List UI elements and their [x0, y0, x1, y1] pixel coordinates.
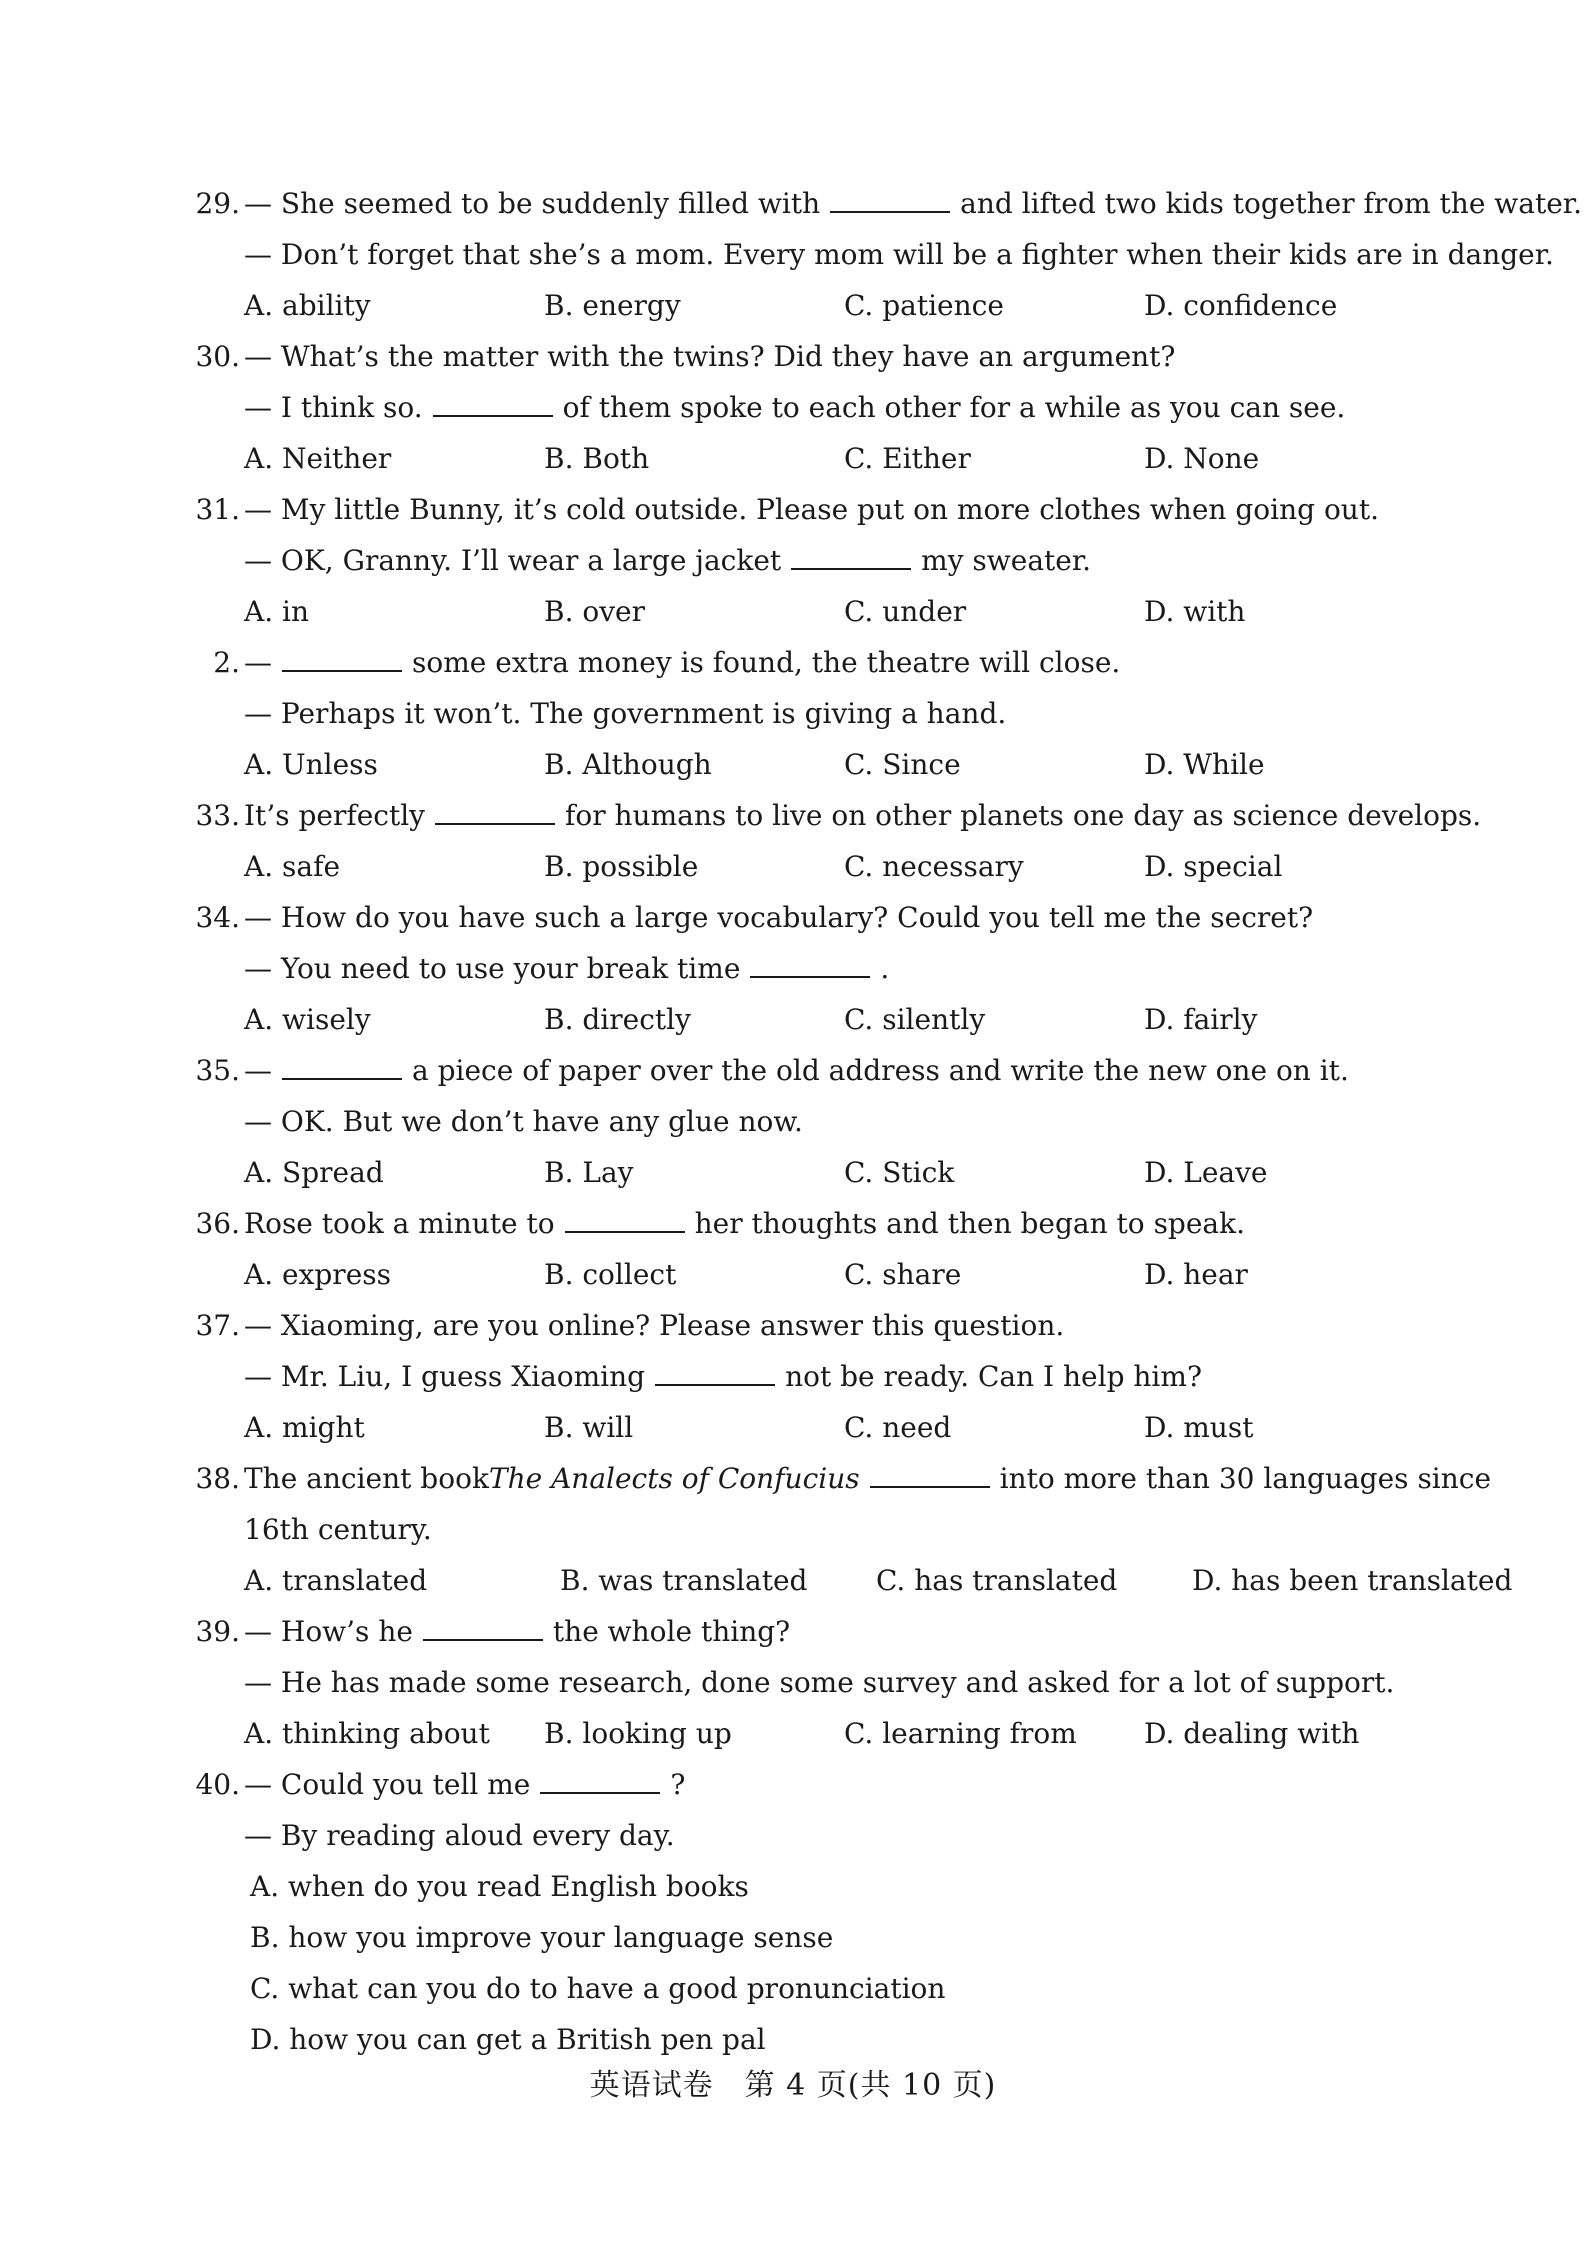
- options-indent: [190, 1963, 250, 2014]
- question-text-before: — OK, Granny. I’ll wear a large jacket: [244, 544, 782, 577]
- question-line: [190, 229, 1554, 280]
- answer-blank: [791, 546, 911, 570]
- question-text-after: of them spoke to each other for a while as you can see.: [562, 391, 1346, 424]
- question-39: [190, 1606, 1460, 1759]
- question-line: [190, 1759, 1460, 1810]
- answer-blank: [870, 1464, 990, 1488]
- answer-blank: [435, 801, 555, 825]
- question-number: 39.: [195, 1615, 240, 1648]
- question-text: — How do you have such a large vocabulary? Could you tell me the secret?: [244, 901, 1314, 934]
- option-a: A. wisely: [244, 1003, 371, 1036]
- question-text-after: into more than 30 languages since: [999, 1462, 1492, 1495]
- question-text-before: — She seemed to be suddenly filled with: [244, 187, 821, 220]
- option-c: C. has translated: [876, 1564, 1118, 1597]
- option-c: C. Either: [844, 442, 971, 475]
- option-b: B. how you improve your language sense: [250, 1921, 834, 1954]
- options-indent: [190, 433, 244, 484]
- answer-blank: [655, 1362, 775, 1386]
- option-row-d: [190, 2014, 1460, 2065]
- option-b: B. Although: [544, 748, 712, 781]
- options-indent: [190, 1147, 244, 1198]
- question-text: — My little Bunny, it’s cold outside. Please put on more clothes when going out.: [244, 493, 1379, 526]
- question-line: [190, 892, 1460, 943]
- option-a: A. when do you read English books: [250, 1870, 749, 1903]
- question-line: [190, 1198, 1460, 1249]
- option-b: B. possible: [544, 850, 699, 883]
- option-a: A. safe: [244, 850, 341, 883]
- option-a: A. Spread: [244, 1156, 384, 1189]
- option-a: A. translated: [244, 1564, 428, 1597]
- question-number: 38.: [195, 1462, 240, 1495]
- question-line: [190, 178, 1582, 229]
- question-text-before: —: [244, 1054, 272, 1087]
- option-row-c: [190, 1963, 1460, 2014]
- option-d: D. Leave: [1144, 1156, 1268, 1189]
- option-d: D. how you can get a British pen pal: [250, 2023, 766, 2056]
- question-line: [190, 1504, 1460, 1555]
- question-text-before: Rose took a minute to: [244, 1207, 555, 1240]
- option-c: C. Stick: [844, 1156, 955, 1189]
- option-a: A. Neither: [244, 442, 392, 475]
- question-30: [190, 331, 1460, 484]
- options-row: [190, 1402, 1460, 1453]
- question-text: — Xiaoming, are you online? Please answer this question.: [244, 1309, 1065, 1342]
- option-c: C. Since: [844, 748, 961, 781]
- options-indent: [190, 586, 244, 637]
- question-line: [190, 790, 1482, 841]
- options-indent: [190, 1708, 244, 1759]
- answer-blank: [565, 1209, 685, 1233]
- question-40: [190, 1759, 1460, 2065]
- question-text-after: and lifted two kids together from the water.: [960, 187, 1582, 220]
- option-d: D. must: [1144, 1411, 1254, 1444]
- options-row: [190, 1708, 1460, 1759]
- options-row: [190, 841, 1460, 892]
- question-number: 34.: [195, 901, 240, 934]
- answer-blank: [433, 393, 553, 417]
- option-d: D. While: [1144, 748, 1265, 781]
- question-number: 36.: [195, 1207, 240, 1240]
- question-37: [190, 1300, 1460, 1453]
- option-row-b: [190, 1912, 1460, 1963]
- options-row: [190, 994, 1460, 1045]
- question-text-after: the whole thing?: [552, 1615, 791, 1648]
- option-d: D. hear: [1144, 1258, 1248, 1291]
- question-number: 29.: [195, 187, 240, 220]
- question-text-before: The ancient book: [244, 1462, 489, 1495]
- question-text-before: —: [244, 646, 272, 679]
- question-33: [190, 790, 1482, 892]
- question-line: [190, 382, 1460, 433]
- question-text: — What’s the matter with the twins? Did they have an argument?: [244, 340, 1176, 373]
- question-text-after: ?: [670, 1768, 686, 1801]
- options-indent: [190, 1555, 244, 1606]
- question-number: 33.: [195, 799, 240, 832]
- answer-blank: [830, 189, 950, 213]
- answer-blank: [540, 1770, 660, 1794]
- option-c: C. share: [844, 1258, 962, 1291]
- option-c: C. necessary: [844, 850, 1024, 883]
- question-line: [190, 484, 1460, 535]
- option-c: C. need: [844, 1411, 952, 1444]
- option-a: A. might: [244, 1411, 365, 1444]
- option-d: D. confidence: [1144, 289, 1338, 322]
- options-row: [190, 1147, 1460, 1198]
- question-number: 2.: [213, 646, 240, 679]
- option-b: B. will: [544, 1411, 634, 1444]
- question-text-after: some extra money is found, the theatre will close.: [412, 646, 1121, 679]
- question-line: [190, 943, 1460, 994]
- options-indent: [190, 280, 244, 331]
- options-indent: [190, 841, 244, 892]
- question-text: — Perhaps it won’t. The government is giving a hand.: [244, 697, 1007, 730]
- options-indent: [190, 2014, 250, 2065]
- question-text: — OK. But we don’t have any glue now.: [244, 1105, 803, 1138]
- question-text: — Don’t forget that she’s a mom. Every mom will be a fighter when their kids are in danger.: [244, 238, 1554, 271]
- options-indent: [190, 1249, 244, 1300]
- option-b: B. energy: [544, 289, 681, 322]
- question-text-before: — Could you tell me: [244, 1768, 531, 1801]
- answer-blank: [282, 648, 402, 672]
- answer-blank: [750, 954, 870, 978]
- question-line: [190, 535, 1460, 586]
- question-line: [190, 331, 1460, 382]
- option-d: D. fairly: [1144, 1003, 1258, 1036]
- question-text-after: for humans to live on other planets one day as science develops.: [565, 799, 1482, 832]
- option-d: D. None: [1144, 442, 1260, 475]
- question-line: [190, 1045, 1460, 1096]
- question-number: 35.: [195, 1054, 240, 1087]
- question-number: 40.: [195, 1768, 240, 1801]
- option-d: D. special: [1144, 850, 1283, 883]
- options-indent: [190, 739, 244, 790]
- options-row: [190, 739, 1460, 790]
- option-a: A. Unless: [244, 748, 378, 781]
- question-line: [190, 1300, 1460, 1351]
- option-c: C. learning from: [844, 1717, 1077, 1750]
- question-text: — By reading aloud every day.: [244, 1819, 675, 1852]
- options-row: [190, 433, 1460, 484]
- page-footer: 英语试卷 第 4 页(共 10 页): [589, 2068, 997, 2103]
- question-29: [190, 178, 1582, 331]
- question-line: [190, 1606, 1460, 1657]
- option-a: A. express: [244, 1258, 391, 1291]
- question-text: 16th century.: [244, 1513, 432, 1546]
- options-indent: [190, 994, 244, 1045]
- book-title: The Analects of Confucius: [488, 1462, 860, 1495]
- option-a: A. ability: [244, 289, 371, 322]
- option-a: A. in: [244, 595, 310, 628]
- option-row-a: [190, 1861, 1460, 1912]
- question-text-after: my sweater.: [921, 544, 1092, 577]
- question-line: [190, 1810, 1460, 1861]
- option-c: C. what can you do to have a good pronunciation: [250, 1972, 946, 2005]
- question-2: [190, 637, 1460, 790]
- question-line: [190, 1453, 1492, 1504]
- option-d: D. dealing with: [1144, 1717, 1360, 1750]
- options-indent: [190, 1402, 244, 1453]
- options-indent: [190, 1912, 250, 1963]
- question-line: [190, 637, 1460, 688]
- options-indent: [190, 1861, 250, 1912]
- question-text-after: her thoughts and then began to speak.: [694, 1207, 1245, 1240]
- question-36: [190, 1198, 1460, 1300]
- options-row: [190, 586, 1460, 637]
- question-number: 31.: [195, 493, 240, 526]
- option-b: B. over: [544, 595, 646, 628]
- question-line: [190, 688, 1460, 739]
- answer-blank: [423, 1617, 543, 1641]
- question-text-before: — You need to use your break time: [244, 952, 741, 985]
- option-b: B. looking up: [544, 1717, 732, 1750]
- answer-blank: [282, 1056, 402, 1080]
- option-d: D. has been translated: [1192, 1564, 1513, 1597]
- question-text-after: not be ready. Can I help him?: [785, 1360, 1202, 1393]
- question-number: 30.: [195, 340, 240, 373]
- question-text-after: .: [880, 952, 890, 985]
- question-text-before: It’s perfectly: [244, 799, 426, 832]
- question-line: [190, 1657, 1460, 1708]
- option-c: C. under: [844, 595, 967, 628]
- question-line: [190, 1351, 1460, 1402]
- question-text-before: — I think so.: [244, 391, 423, 424]
- option-b: B. was translated: [560, 1564, 808, 1597]
- options-row: [190, 1555, 1513, 1606]
- option-c: C. silently: [844, 1003, 986, 1036]
- question-text-after: a piece of paper over the old address and write the new one on it.: [412, 1054, 1349, 1087]
- question-text: — He has made some research, done some survey and asked for a lot of support.: [244, 1666, 1395, 1699]
- option-d: D. with: [1144, 595, 1246, 628]
- question-31: [190, 484, 1460, 637]
- option-b: B. collect: [544, 1258, 677, 1291]
- options-row: [190, 1249, 1460, 1300]
- question-list: [190, 178, 1582, 2065]
- option-b: B. Both: [544, 442, 650, 475]
- question-line: [190, 1096, 1460, 1147]
- option-b: B. Lay: [544, 1156, 634, 1189]
- option-a: A. thinking about: [244, 1717, 490, 1750]
- question-text-before: — How’s he: [244, 1615, 413, 1648]
- option-c: C. patience: [844, 289, 1004, 322]
- options-row: [190, 280, 1460, 331]
- question-38: [190, 1453, 1513, 1606]
- question-34: [190, 892, 1460, 1045]
- question-text-before: — Mr. Liu, I guess Xiaoming: [244, 1360, 646, 1393]
- question-35: [190, 1045, 1460, 1198]
- question-number: 37.: [195, 1309, 240, 1342]
- option-b: B. directly: [544, 1003, 691, 1036]
